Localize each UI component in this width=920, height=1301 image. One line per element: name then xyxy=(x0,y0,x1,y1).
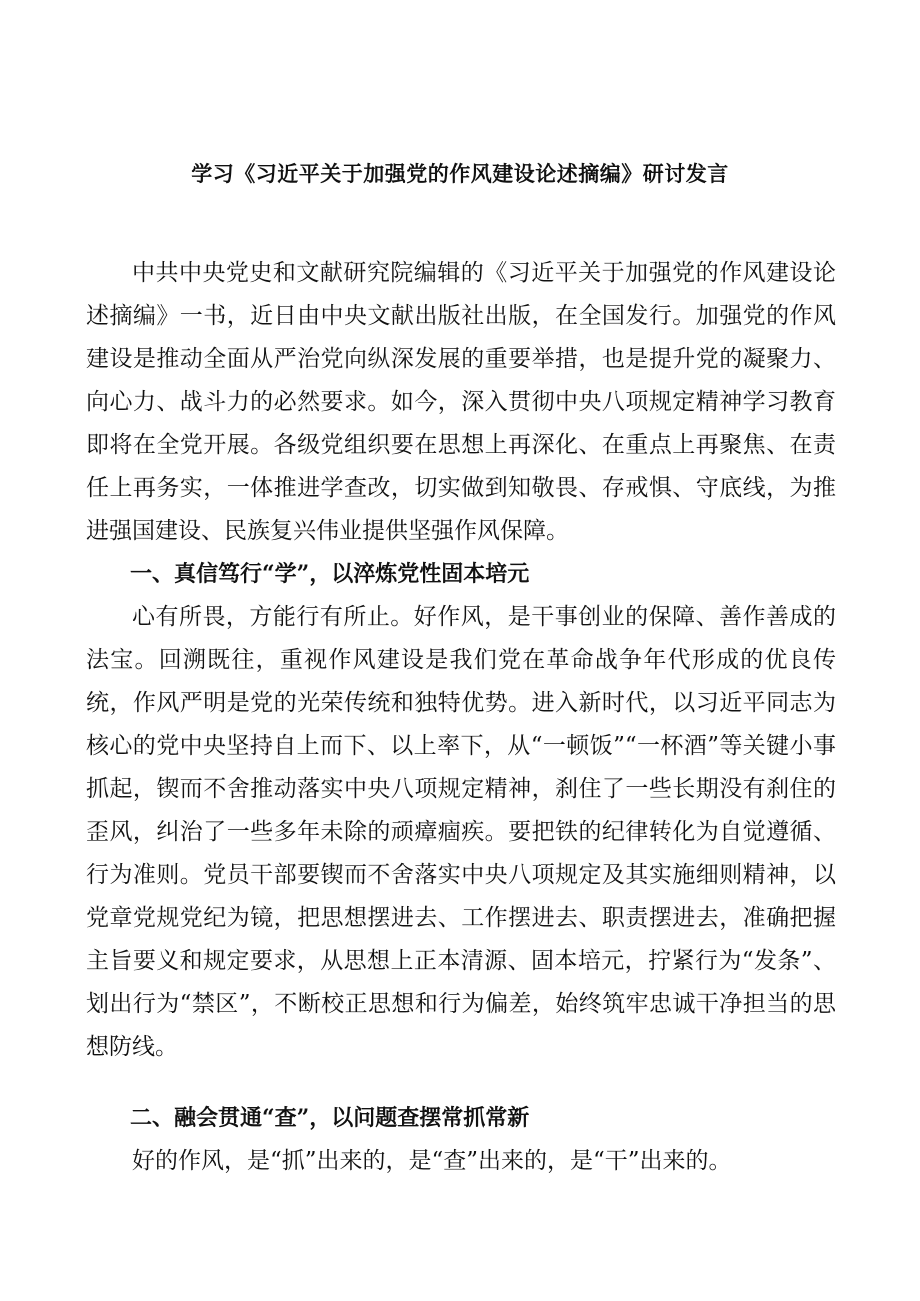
paragraph-section-1: 心有所畏，方能行有所止。好作风，是干事创业的保障、善作善成的法宝。回溯既往，重视作风建设是我们党在革命战争年代形成的优良传统，作风严明是党的光荣传统和独特优势。进入新时代，以习近平同志为核心的党中央坚持自上而下、以上率下，从“一顿饭”“一杯酒”等关键小事抓起，锲而不舍推动落实中央八项规定精神，刹住了一些长期没有刹住的歪风，纠治了一些多年未除的顽瘴痼疾。要把铁的纪律转化为自觉遵循、行为准则。党员干部要锲而不舍落实中央八项规定及其实施细则精神，以党章党规党纪为镜，把思想摆进去、工作摆进去、职责摆进去，准确把握主旨要义和规定要求，从思想上正本清源、固本培元，拧紧行为“发条”、划出行为“禁区”，不断校正思想和行为偏差，始终筑牢忠诚干净担当的思想防线。 xyxy=(86,604,836,1060)
section-heading-1: 一、真信笃行“学”，以淬炼党性固本培元 xyxy=(130,561,530,587)
section-heading-2: 二、融会贯通“查”，以问题查摆常抓常新 xyxy=(130,1105,530,1131)
document-title: 学习《习近平关于加强党的作风建设论述摘编》研讨发言 xyxy=(191,161,729,186)
paragraph-section-2: 好的作风，是“抓”出来的，是“查”出来的，是“干”出来的。 xyxy=(132,1148,732,1174)
paragraph-intro: 中共中央党史和文献研究院编辑的《习近平关于加强党的作风建设论述摘编》一书，近日由中央文献出版社出版，在全国发行。加强党的作风建设是推动全面从严治党向纵深发展的重要举措，也是提升党的凝聚力、向心力、战斗力的必然要求。如今，深入贯彻中央八项规定精神学习教育即将在全党开展。各级党组织要在思想上再深化、在重点上再聚焦、在责任上再务实，一体推进学查改，切实做到知敬畏、存戒惧、守底线，为推进强国建设、民族复兴伟业提供坚强作风保障。 xyxy=(86,260,836,544)
